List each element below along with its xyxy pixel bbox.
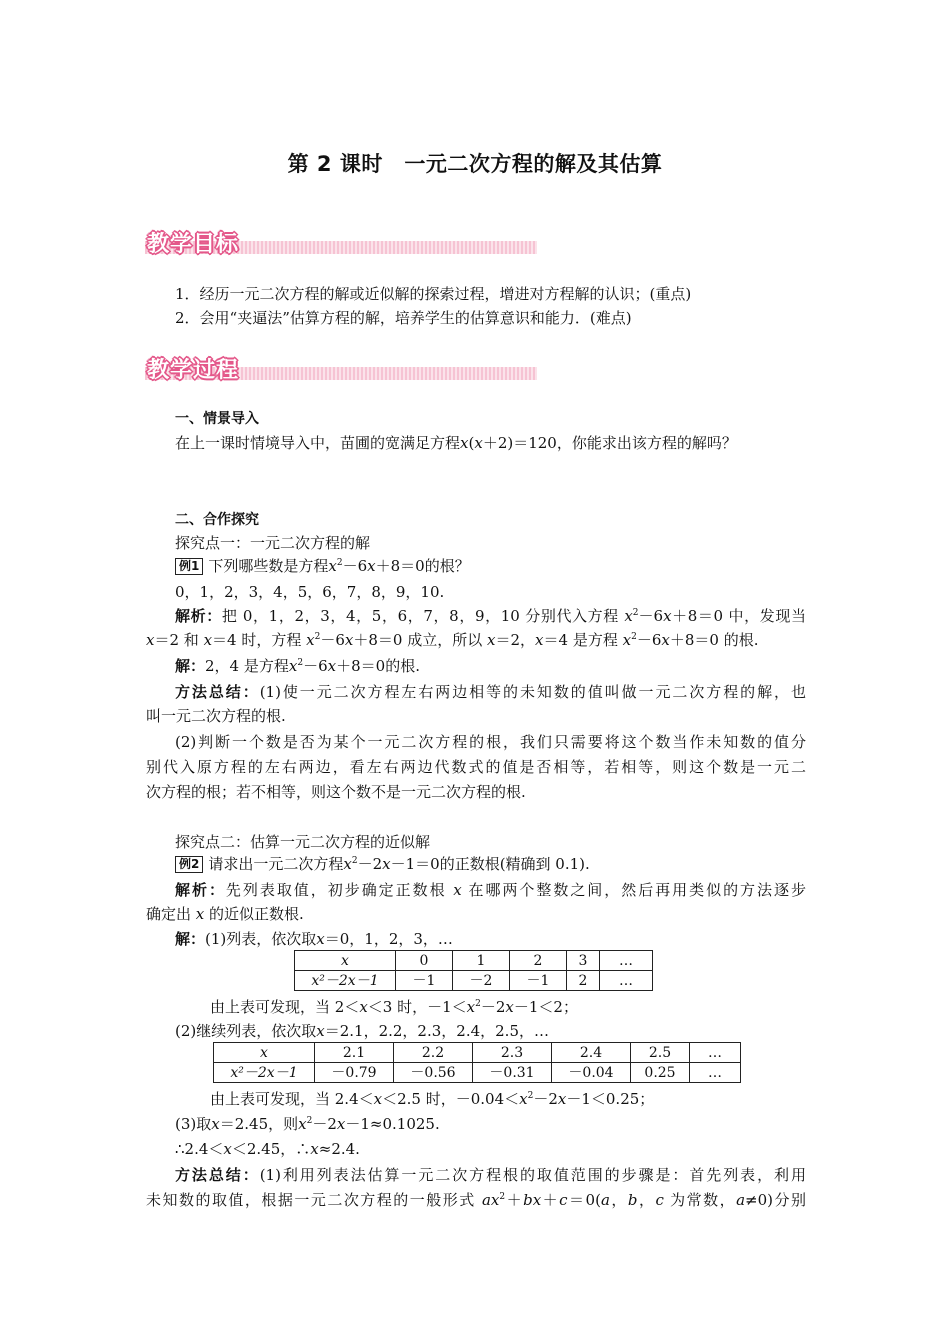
table-cell: －1 — [510, 971, 567, 991]
method-summary-cont: 次方程的根；若不相等，则这个数不是一元二次方程的根. — [146, 783, 526, 801]
table-row — [214, 1063, 741, 1083]
table-cell: －0.79 — [315, 1063, 394, 1083]
table-cell: … — [600, 951, 653, 971]
table-cell: 2.1 — [315, 1043, 394, 1063]
candidate-numbers: 0，1，2，3，4，5，6，7，8，9，10. — [175, 583, 445, 601]
method-summary-cont: 叫一元二次方程的根. — [146, 707, 286, 725]
section-heading: 二、合作探究 — [175, 512, 259, 528]
table-cell: x — [214, 1043, 315, 1063]
table-cell: 0.25 — [631, 1063, 690, 1083]
analysis-line: x＝2 和 x＝4 时，方程 $x^2-6x+8=0$ 成立，所以 x＝2，x＝4 是方程 $x^2-6x+8=0$ 的根. — [146, 631, 759, 649]
table-cell: 0 — [396, 951, 453, 971]
page-title: 第 2 课时 一元二次方程的解及其估算 — [287, 152, 663, 176]
table-cell: 1 — [453, 951, 510, 971]
table-cell: x²－2x－1 — [214, 1063, 315, 1083]
table-cell: －0.04 — [552, 1063, 631, 1083]
solution-step: 解：(1)列表，依次取x＝0，1，2，3，… — [175, 930, 453, 948]
table-cell: 2.4 — [552, 1043, 631, 1063]
goal-item: 2．会用“夹逼法”估算方程的解，培养学生的估算意识和能力．(难点) — [175, 309, 632, 327]
table-cell: x — [295, 951, 396, 971]
example-question: 例2 请求出一元二次方程$x^2-2x-1=0$的正数根(精确到 0.1). — [175, 853, 590, 874]
table-cell: －1 — [396, 971, 453, 991]
goal-item: 1．经历一元二次方程的解或近似解的探索过程，增进对方程解的认识；(重点) — [175, 285, 692, 303]
finding-line: 由上表可发现，当 2＜x＜3 时，$-1<x^2-2x-1<2$； — [210, 998, 578, 1016]
section-banner-goals — [145, 228, 537, 258]
finding-line: 由上表可发现，当 2.4＜x＜2.5 时，$-0.04<x^2-2x-1<0.25$； — [210, 1090, 655, 1108]
table-cell: … — [690, 1063, 741, 1083]
table-cell: 2 — [510, 951, 567, 971]
subsection-title: 探究点一：一元二次方程的解 — [175, 534, 371, 552]
table-cell: －0.56 — [394, 1063, 473, 1083]
method-summary: (2)判断一个数是否为某个一元二次方程的根，我们只需要将这个数当作未知数的值分 — [175, 733, 806, 751]
table-cell: 2.3 — [473, 1043, 552, 1063]
section-banner-process — [145, 354, 537, 384]
table-cell: 2.5 — [631, 1043, 690, 1063]
example-question: 例1 下列哪些数是方程$x^2-6x+8=0$的根？ — [175, 555, 470, 576]
table-cell: 3 — [567, 951, 600, 971]
section-heading: 一、情景导入 — [175, 411, 259, 427]
table-row — [214, 1043, 741, 1063]
analysis-line: 解析：把 0，1，2，3，4，5，6，7，8，9，10 分别代入方程 $x^2-6x+8=0$ 中，发现当 — [175, 607, 806, 625]
table-row — [295, 971, 653, 991]
analysis-line: 确定出 x 的近似正数根. — [146, 905, 304, 923]
example-badge: 例1 — [175, 558, 203, 575]
method-summary: 方法总结：(1)使一元二次方程左右两边相等的未知数的值叫做一元二次方程的解，也 — [175, 683, 806, 701]
analysis-line: 解析：先列表取值，初步确定正数根 x 在哪两个整数之间，然后再用类似的方法逐步 — [175, 881, 806, 899]
banner-label: 教学目标 — [147, 232, 240, 257]
scenario-text: 在上一课时情境导入中，苗圃的宽满足方程x(x＋2)＝120，你能求出该方程的解吗？ — [175, 434, 737, 452]
table-cell: … — [600, 971, 653, 991]
table-cell: x²－2x－1 — [295, 971, 396, 991]
solution-step: (3)取x＝2.45，则$x^2-2x-1\approx 0.1025$. — [175, 1115, 440, 1133]
solution-line: 解：2，4 是方程$x^2-6x+8=0$的根. — [175, 657, 420, 675]
subsection-title: 探究点二：估算一元二次方程的近似解 — [175, 833, 431, 851]
table-cell: … — [690, 1043, 741, 1063]
table-cell: －2 — [453, 971, 510, 991]
table-cell: 2.2 — [394, 1043, 473, 1063]
value-table-1 — [294, 950, 653, 991]
method-summary-cont: 别代入原方程的左右两边，看左右两边代数式的值是否相等，若相等，则这个数是一元二 — [146, 758, 806, 776]
banner-label: 教学过程 — [147, 358, 240, 383]
table-row — [295, 951, 653, 971]
method-summary: 方法总结：(1)利用列表法估算一元二次方程根的取值范围的步骤是：首先列表，利用 — [175, 1166, 806, 1184]
method-summary-cont: 未知数的取值，根据一元二次方程的一般形式 $ax^2+bx+c=0(a$，b，c 为常数，a≠0)分别 — [146, 1191, 806, 1209]
table-cell: －0.31 — [473, 1063, 552, 1083]
example-badge: 例2 — [175, 856, 203, 873]
conclusion-line: ∴2.4＜x＜2.45，∴x≈2.4. — [175, 1140, 360, 1158]
solution-step: (2)继续列表，依次取x＝2.1，2.2，2.3，2.4，2.5，… — [175, 1022, 549, 1040]
table-cell: 2 — [567, 971, 600, 991]
value-table-2 — [213, 1042, 741, 1083]
